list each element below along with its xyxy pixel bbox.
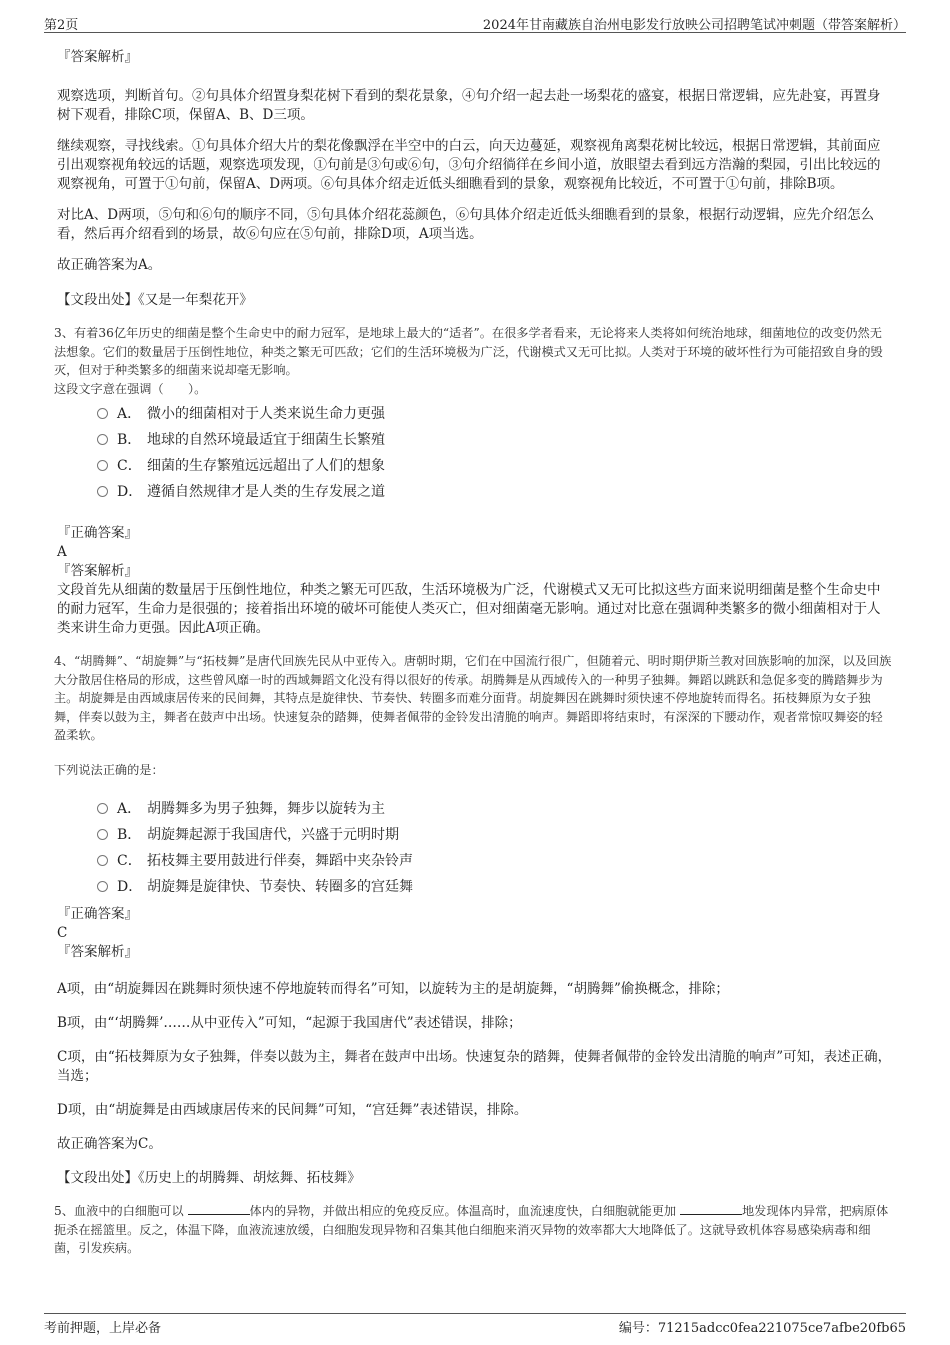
blank-1[interactable] bbox=[188, 1202, 250, 1215]
document-id: 编号：71215adcc0fea221075ce7afbe20fb65 bbox=[618, 1321, 906, 1336]
q2-analysis-label: 『答案解析』 bbox=[57, 49, 138, 65]
q4-analysis-b: B项，由“‘胡腾舞’……从中亚传入”可知，“起源于我国唐代”表述错误，排除； bbox=[57, 1015, 522, 1031]
q3-analysis: 文段首先从细菌的数量居于压倒性地位，种类之繁无可匹敌，生活环境极为广泛，代谢模式又无可比拟这些方面来说明细菌是整个生命史中的耐力冠军，生命力是很强的；接着指出环境的破坏可能使人类灭亡，但对细菌毫无影响。通过对比意在强调种类繁多的微小细菌相对于人类来讲生命力更强。因此A项正确。 bbox=[57, 582, 881, 636]
page-content bbox=[54, 40, 893, 1258]
footer-slogan: 考前押题，上岸必备 bbox=[44, 1321, 162, 1336]
q3-ask: 这段文字意在强调（ ）。 bbox=[54, 381, 207, 396]
q3-option-a[interactable]: A． 微小的细菌相对于人类来说生命力更强 bbox=[57, 400, 893, 426]
q4-option-b[interactable]: B． 胡旋舞起源于我国唐代，兴盛于元明时期 bbox=[57, 821, 893, 847]
q3-option-d[interactable]: D． 遵循自然规律才是人类的生存发展之道 bbox=[57, 478, 893, 504]
q4-option-c[interactable]: C． 拓枝舞主要用鼓进行伴奏，舞蹈中夹杂铃声 bbox=[57, 847, 893, 873]
radio-icon[interactable] bbox=[97, 434, 108, 445]
q4-conclusion: 故正确答案为C。 bbox=[57, 1136, 162, 1152]
q2-conclusion: 故正确答案为A。 bbox=[57, 257, 162, 273]
q4-analysis-d: D项，由“胡旋舞是由西域康居传来的民间舞”可知，“宫廷舞”表述错误，排除。 bbox=[57, 1102, 528, 1118]
q3-option-b[interactable]: B． 地球的自然环境最适宜于细菌生长繁殖 bbox=[57, 426, 893, 452]
q2-analysis-p3: 对比A、D两项，⑤句和⑥句的顺序不同，⑤句具体介绍花蕊颜色，⑥句具体介绍走近低头细瞧看到的景象，根据行动逻辑，应先介绍怎么看，然后再介绍看到的场景，故⑥句应在⑤句前，排除D项，A项当选。 bbox=[57, 207, 875, 242]
q4-options bbox=[57, 795, 893, 899]
radio-icon[interactable] bbox=[97, 803, 108, 814]
radio-icon[interactable] bbox=[97, 855, 108, 866]
page-footer bbox=[44, 1313, 906, 1336]
q2-analysis-p1: 观察选项，判断首句。②句具体介绍置身梨花树下看到的梨花景象，④句介绍一起去赴一场梨花的盛宴，根据日常逻辑，应先赴宴，再置身树下观看，排除C项，保留A、B、D三项。 bbox=[57, 88, 881, 123]
q3-option-c[interactable]: C． 细菌的生存繁殖远远超出了人们的想象 bbox=[57, 452, 893, 478]
q4-source: 【文段出处】《历史上的胡腾舞、胡炫舞、拓枝舞》 bbox=[57, 1170, 361, 1186]
q4-ask: 下列说法正确的是： bbox=[54, 762, 164, 777]
radio-icon[interactable] bbox=[97, 408, 108, 419]
q4-answer: C bbox=[57, 925, 68, 941]
page-number: 第2页 bbox=[44, 18, 79, 33]
q3-answer-label: 『正确答案』 bbox=[57, 525, 138, 541]
q3-stem: 3、有着36亿年历史的细菌是整个生命史中的耐力冠军，是地球上最大的“适者”。在很多学者看来，无论将来人类将如何统治地球，细菌地位的改变仍然无法想象。它们的数量居于压倒性地位，种类之繁无可匹敌；它们的生活环境极为广泛，代谢模式又无可比拟。人类对于环境的破坏性行为可能招致自身的毁灭，但对于种类繁多的细菌来说却毫无影响。 bbox=[54, 326, 883, 377]
radio-icon[interactable] bbox=[97, 486, 108, 497]
q2-analysis-p2: 继续观察，寻找线索。①句具体介绍大片的梨花像飘浮在半空中的白云，向天边蔓延，观察视角离梨花树比较远，根据日常逻辑，其前面应引出观察视角较远的话题，观察选项发现，①句前是③句或⑥句，③句介绍徜徉在乡间小道，放眼望去看到远方浩瀚的梨园，引出比较远的观察视角，可置于①句前，保留A、D两项。⑥句具体介绍走近低头细瞧看到的景象，观察视角比较近，不可置于①句前，排除B项。 bbox=[57, 138, 881, 192]
q4-analysis-c: C项，由“拓枝舞原为女子独舞，伴奏以鼓为主，舞者在鼓声中出场。快速复杂的踏舞，使舞者佩带的金铃发出清脆的响声”可知，表述正确，当选； bbox=[57, 1049, 892, 1084]
blank-2[interactable] bbox=[680, 1202, 742, 1215]
radio-icon[interactable] bbox=[97, 881, 108, 892]
q3-answer: A bbox=[57, 544, 67, 560]
q5-stem: 5、血液中的白细胞可以 体内的异物，并做出相应的免疫反应。体温高时，血流速度快，白细胞就能更加 地发现体内异常，把病原体扼杀在摇篮里。反之，体温下降，血液流速放缓，白细胞发现异物和召集其他白细胞来消灭异物的效率都大大地降低了。这就导致机体容易感染病毒和细菌，引发疾病。 bbox=[54, 1204, 889, 1255]
q4-analysis-label: 『答案解析』 bbox=[57, 944, 138, 960]
q4-stem: 4、“胡腾舞”、“胡旋舞”与“拓枝舞”是唐代回族先民从中亚传入。唐朝时期，它们在中国流行很广，但随着元、明时期伊斯兰教对回族影响的加深，以及回族大分散居住格局的形成，这些曾风靡一时的西域舞蹈文化没有得以很好的传承。胡腾舞是从西域传入的一种男子独舞。舞蹈以跳跃和急促多变的腾踏舞步为主。胡旋舞是由西域康居传来的民间舞，其特点是旋律快、节奏快、转圈多而难分面背。胡旋舞因在跳舞时须快速不停地旋转而得名。拓枝舞原为女子独舞，伴奏以鼓为主，舞者在鼓声中出场。快速复杂的踏舞，使舞者佩带的金铃发出清脆的响声。舞蹈即将结束时，有深深的下腰动作，观者常惊叹舞姿的轻盈柔软。 bbox=[54, 654, 892, 742]
q3-options bbox=[57, 400, 893, 504]
radio-icon[interactable] bbox=[97, 829, 108, 840]
q2-source: 【文段出处】《又是一年梨花开》 bbox=[57, 292, 253, 308]
radio-icon[interactable] bbox=[97, 460, 108, 471]
q3-analysis-label: 『答案解析』 bbox=[57, 563, 138, 579]
page-header bbox=[44, 14, 906, 33]
q4-analysis-a: A项，由“胡旋舞因在跳舞时须快速不停地旋转而得名”可知，以旋转为主的是胡旋舞，“胡腾舞”偷换概念，排除； bbox=[57, 981, 729, 997]
q4-option-a[interactable]: A． 胡腾舞多为男子独舞，舞步以旋转为主 bbox=[57, 795, 893, 821]
q4-answer-label: 『正确答案』 bbox=[57, 906, 138, 922]
q4-option-d[interactable]: D． 胡旋舞是旋律快、节奏快、转圈多的宫廷舞 bbox=[57, 873, 893, 899]
document-title: 2024年甘南藏族自治州电影发行放映公司招聘笔试冲刺题（带答案解析） bbox=[482, 18, 906, 33]
